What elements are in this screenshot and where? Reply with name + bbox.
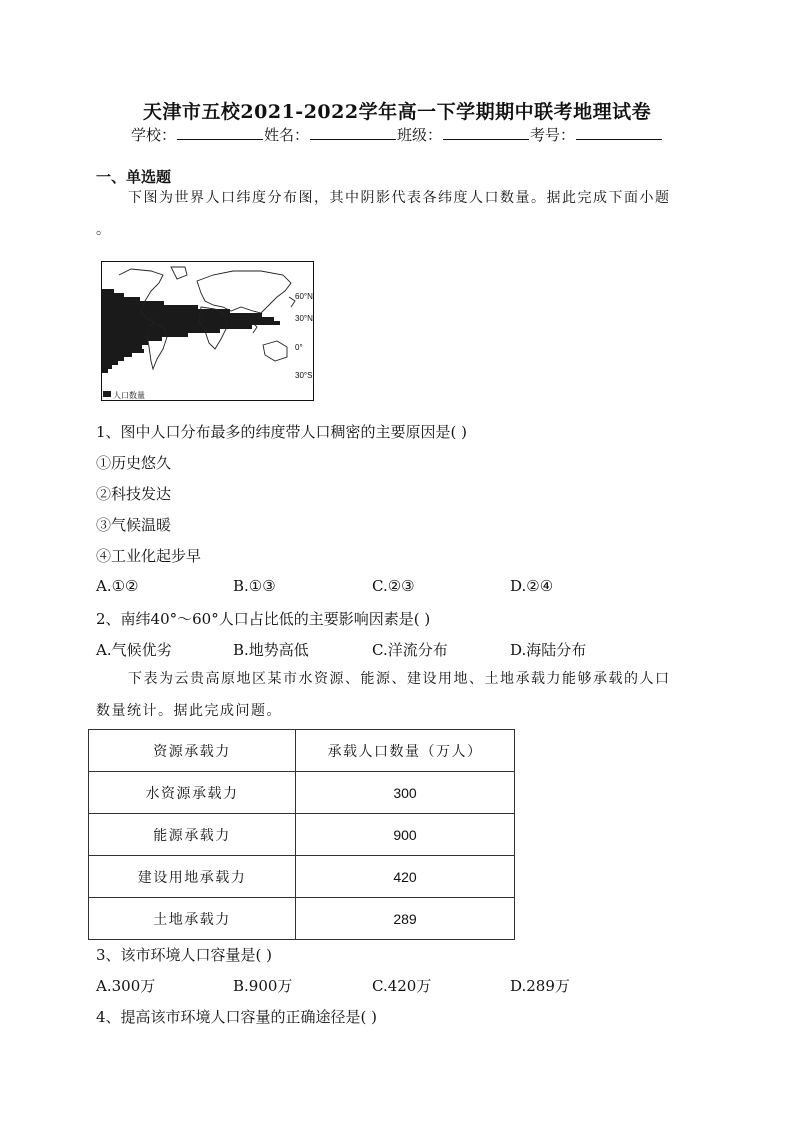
table-cell: 建设用地承载力 xyxy=(89,856,296,898)
lat-label-0: 0° xyxy=(295,343,303,352)
q3-option-c[interactable]: C.420万 xyxy=(372,977,432,995)
q3-option-b[interactable]: B.900万 xyxy=(233,977,293,995)
lat-label-30s: 30°S xyxy=(295,371,313,380)
section-heading: 一、单选题 xyxy=(96,168,172,186)
lat-label-60n: 60°N xyxy=(295,292,313,301)
intro-2-line-2: 数量统计。据此完成问题。 xyxy=(96,703,282,719)
question-1-item-1: ①历史悠久 xyxy=(96,454,172,472)
page-title: 天津市五校2021-2022学年高一下学期期中联考地理试卷 xyxy=(142,101,652,123)
table-cell: 900 xyxy=(296,814,515,856)
q1-option-d[interactable]: D.②④ xyxy=(510,577,554,595)
q2-option-d[interactable]: D.海陆分布 xyxy=(510,641,587,659)
legend-swatch xyxy=(103,391,111,397)
intro-paragraph-1 xyxy=(96,182,706,246)
table-cell: 能源承载力 xyxy=(89,814,296,856)
intro-2-line-1: 下表为云贵高原地区某市水资源、能源、建设用地、土地承载力能够承载的人口 xyxy=(128,671,671,687)
question-1-item-4: ④工业化起步早 xyxy=(96,547,202,565)
table-row xyxy=(89,898,515,940)
lat-label-30n: 30°N xyxy=(295,314,313,323)
table-cell: 水资源承载力 xyxy=(89,772,296,814)
q1-option-c[interactable]: C.②③ xyxy=(372,577,415,595)
table-cell: 420 xyxy=(296,856,515,898)
class-label: 班级： xyxy=(397,126,443,144)
table-header-cell: 资源承载力 xyxy=(89,730,296,772)
exam-no-label: 考号： xyxy=(530,126,576,144)
table-header-row xyxy=(89,730,515,772)
question-2-stem: 2、南纬40°～60°人口占比低的主要影响因素是( ) xyxy=(96,610,431,628)
question-1-stem: 1、图中人口分布最多的纬度带人口稠密的主要原因是( ) xyxy=(96,423,468,441)
q1-option-a[interactable]: A.①② xyxy=(96,577,139,595)
table-row xyxy=(89,772,515,814)
school-blank[interactable] xyxy=(177,125,263,140)
exam-no-blank[interactable] xyxy=(576,125,662,140)
table-row xyxy=(89,814,515,856)
question-3-stem: 3、该市环境人口容量是( ) xyxy=(96,946,273,964)
table-cell: 289 xyxy=(296,898,515,940)
legend-label: 人口数量 xyxy=(113,391,145,400)
intro-paragraph-2 xyxy=(96,663,696,727)
name-blank[interactable] xyxy=(310,125,396,140)
question-1-item-3: ③气候温暖 xyxy=(96,516,172,534)
resource-capacity-table xyxy=(88,729,515,940)
class-blank[interactable] xyxy=(443,125,529,140)
table-cell: 土地承载力 xyxy=(89,898,296,940)
q1-option-b[interactable]: B.①③ xyxy=(233,577,276,595)
table-header-cell: 承载人口数量（万人） xyxy=(296,730,515,772)
q3-option-a[interactable]: A.300万 xyxy=(96,977,156,995)
student-info-line xyxy=(0,124,794,145)
question-4-stem: 4、提高该市环境人口容量的正确途径是( ) xyxy=(96,1008,378,1026)
world-population-latitude-map xyxy=(101,261,314,401)
q2-option-b[interactable]: B.地势高低 xyxy=(233,641,309,659)
intro-1-line-1: 下图为世界人口纬度分布图，其中阴影代表各纬度人口数量。据此完成下面小题 xyxy=(128,190,671,206)
name-label: 姓名： xyxy=(263,126,309,144)
question-1-item-2: ②科技发达 xyxy=(96,485,172,503)
q2-option-c[interactable]: C.洋流分布 xyxy=(372,641,448,659)
q3-option-d[interactable]: D.289万 xyxy=(510,977,570,995)
school-label: 学校： xyxy=(130,126,176,144)
table-row xyxy=(89,856,515,898)
q2-option-a[interactable]: A.气候优劣 xyxy=(96,641,172,659)
table-cell: 300 xyxy=(296,772,515,814)
intro-1-line-2: 。 xyxy=(96,222,112,238)
